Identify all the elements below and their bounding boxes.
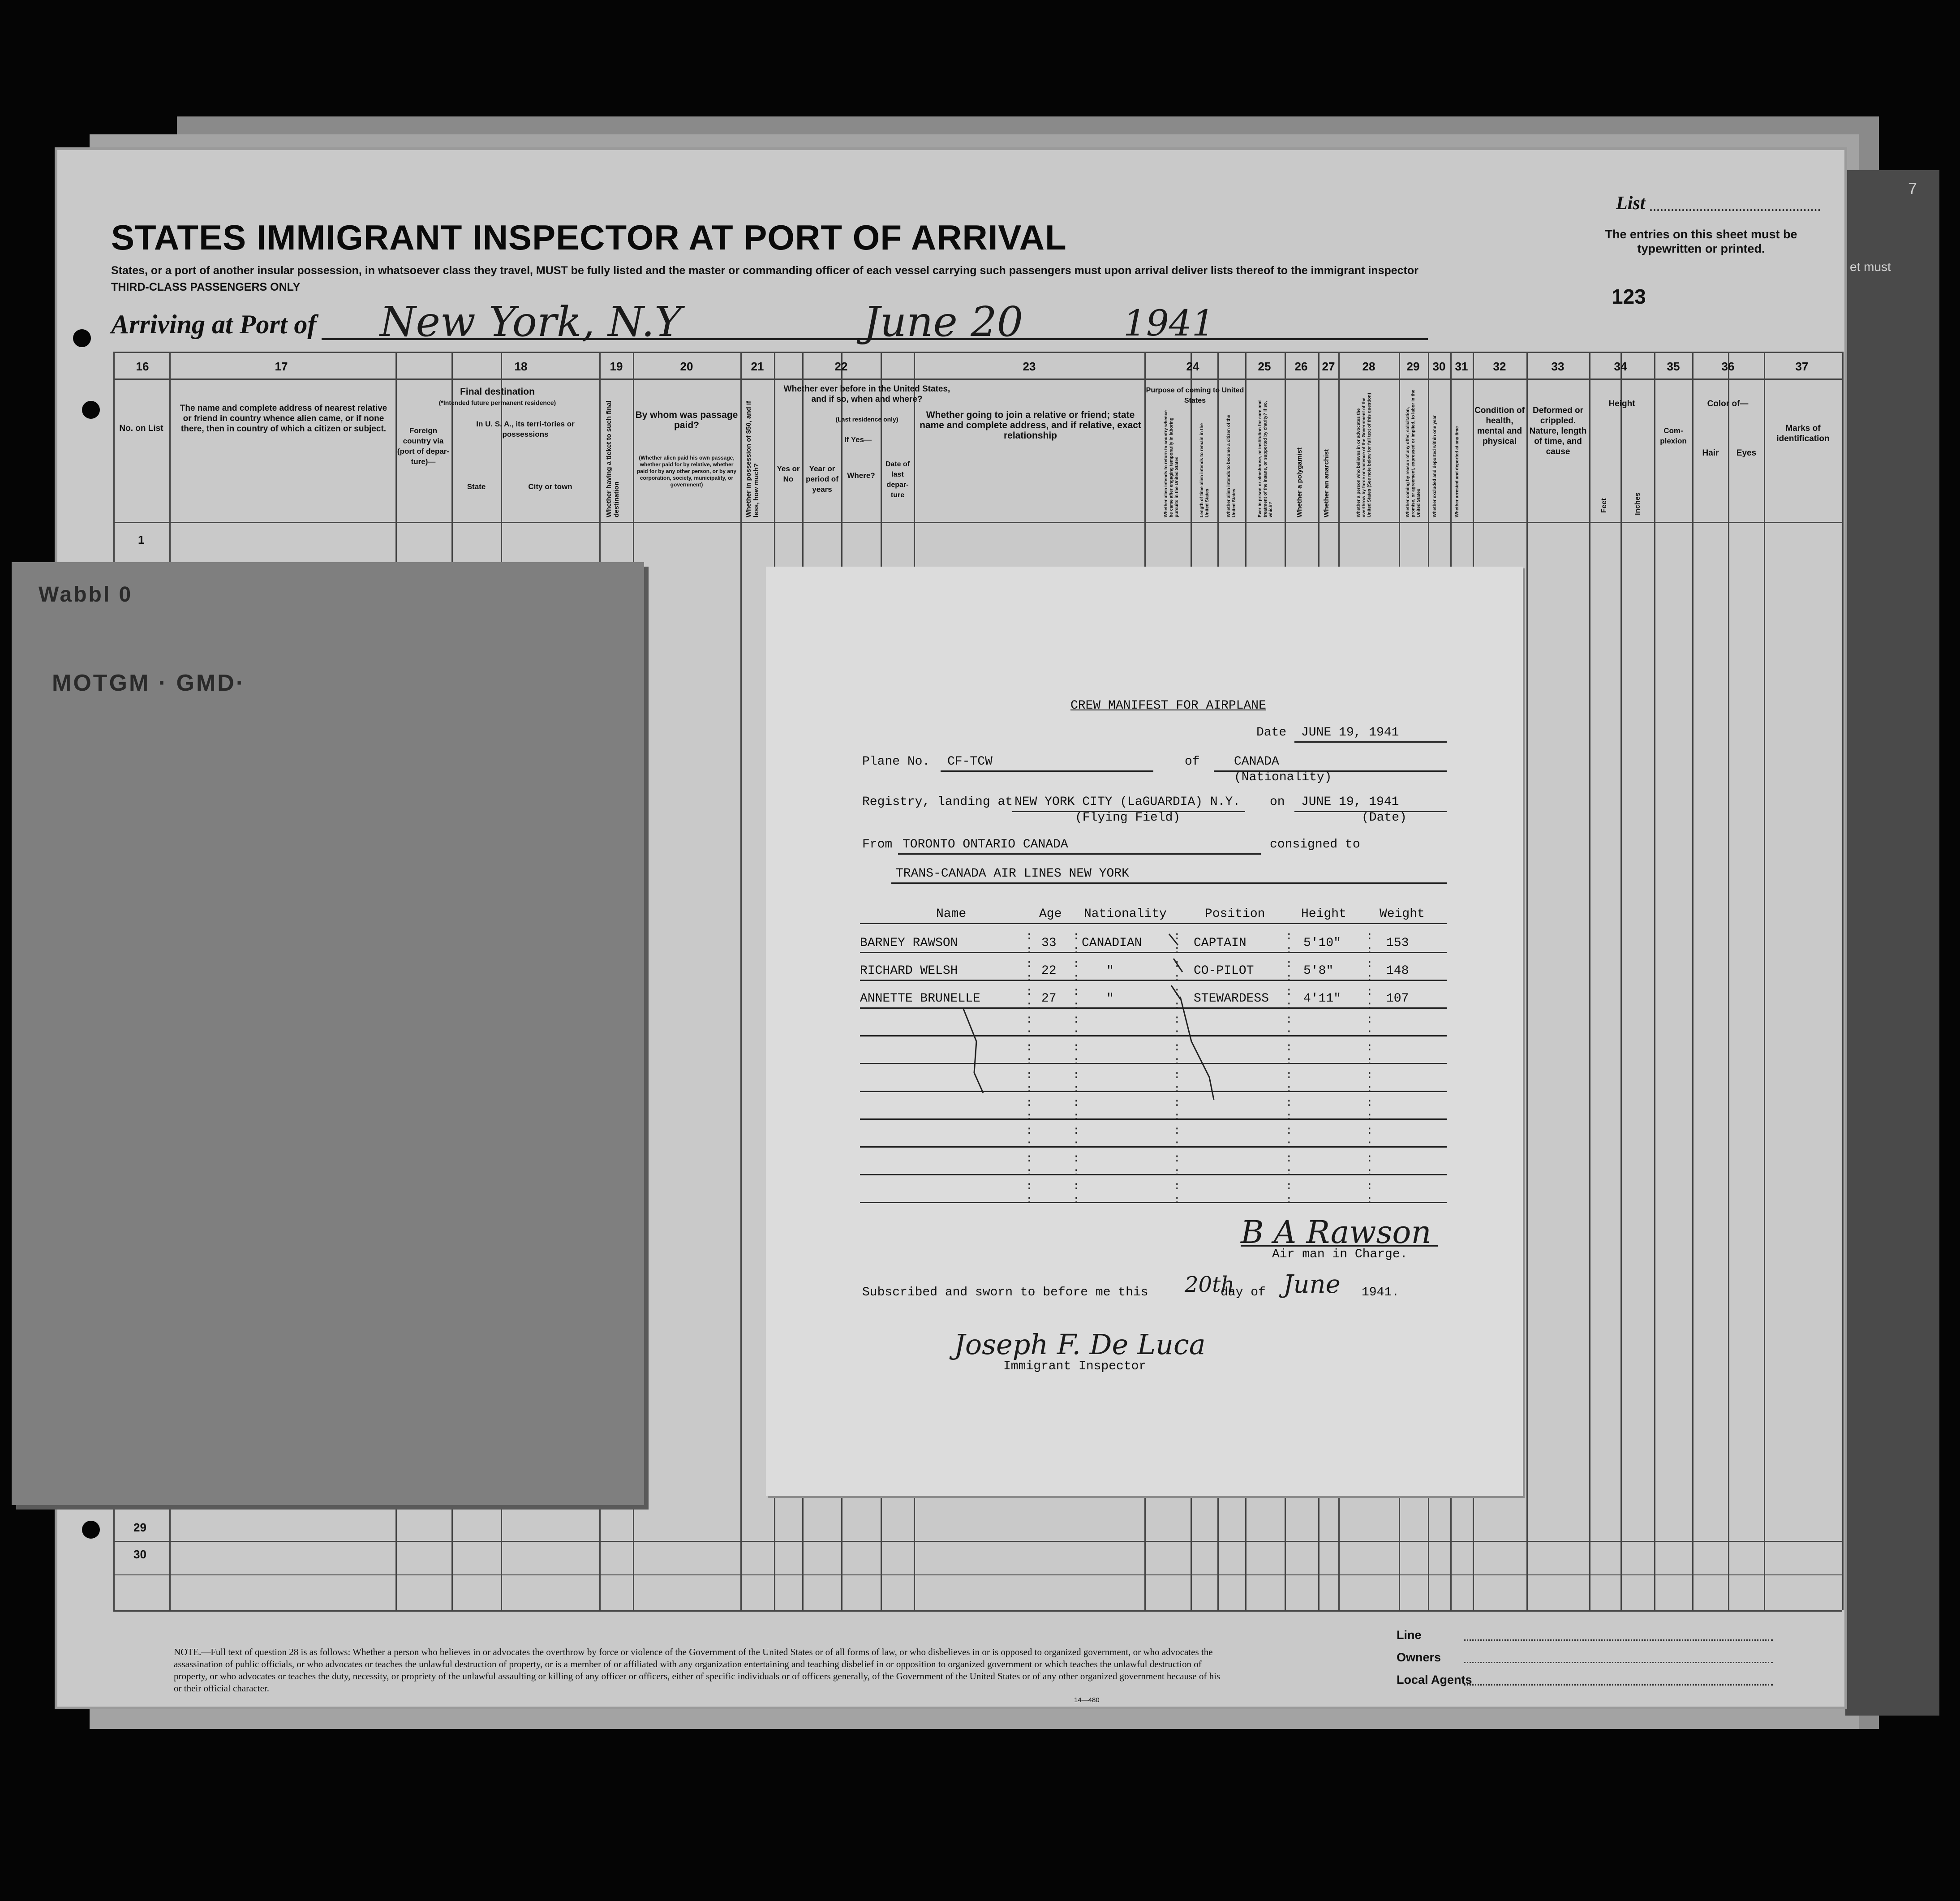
column-separator: : : : : : : : : : : : : : : : : : : : : [1073, 929, 1080, 1207]
binder-hole [82, 1521, 100, 1539]
captain-signature: B A Rawson [1241, 1214, 1431, 1251]
col-height: Height [1301, 907, 1346, 921]
entries-note: The entries on this sheet must be typewritten or printed. [1605, 228, 1797, 255]
sworn-month: June [1283, 1270, 1341, 1299]
header-purpose-3: Whether alien intends to become a citizen of the United States [1226, 415, 1237, 517]
header-anarchist: Whether an anarchist [1323, 449, 1330, 517]
inspector-signature: Joseph F. De Luca [954, 1328, 1206, 1361]
column-number: 32 [1493, 360, 1506, 373]
crew-age: 22 [1041, 964, 1057, 978]
header-complexion: Com-plexion [1660, 426, 1687, 445]
header-polygamist: Whether a polygamist [1296, 447, 1303, 517]
header-by-whom-note: (Whether alien paid his own passage, whether paid for by relative, whether paid for by any other person, or by any corporation, society, municipality, or government) [636, 455, 737, 488]
date-caption: (Date) [1362, 811, 1407, 825]
crew-height: 4'11" [1303, 992, 1341, 1006]
sworn-day: 20th [1185, 1272, 1235, 1297]
col-name: Name [936, 907, 967, 921]
sheet-number: 123 [1612, 285, 1646, 308]
crew-age: 33 [1041, 936, 1057, 950]
arriving-year: 1941 [1123, 302, 1215, 344]
column-number: 25 [1258, 360, 1271, 373]
footer-owners-dots [1464, 1662, 1773, 1663]
signature-underline [1241, 1245, 1438, 1247]
header-possession-50: Whether in possession of $50, and if less, how much? [745, 400, 760, 517]
column-number: 21 [751, 360, 764, 373]
form-subtitle: States, or a port of another insular possession, in whatsoever class they travel, MUST be fully listed and the master or commanding officer of each vessel carrying such passengers must upon arrival deliver lists thereof to the immigrant inspector [111, 264, 1418, 277]
header-in-usa: In U. S. A., its terri-tories or possessions [476, 420, 575, 439]
header-height: Height [1608, 399, 1635, 409]
footer-line-label: Line [1397, 1628, 1422, 1642]
crew-weight: 153 [1386, 936, 1409, 950]
row-line [113, 1574, 1842, 1575]
header-eyes: Eyes [1736, 448, 1757, 458]
column-separator: : : : : : : : : : : : : : : : : : : : : [1366, 929, 1373, 1207]
folder-stamp: MOTGM · GMD· [52, 670, 246, 696]
registry-label: Registry, landing at [862, 795, 1013, 809]
row-line [113, 1541, 1842, 1542]
column-number: 37 [1795, 360, 1809, 373]
grid-line [113, 378, 1842, 380]
binder-hole [73, 329, 91, 347]
column-number: 20 [680, 360, 693, 373]
consigned-label: consigned to [1270, 838, 1360, 852]
header-no-on-list: No. on List [119, 424, 163, 433]
grid-line [113, 1610, 1842, 1612]
adjacent-sheet-edge [1845, 170, 1939, 1716]
crew-name: RICHARD WELSH [860, 964, 958, 978]
column-number: 27 [1322, 360, 1335, 373]
header-by-whom-paid: By whom was passage paid? [635, 410, 738, 430]
list-line [1650, 209, 1820, 211]
crew-weight: 107 [1386, 992, 1409, 1006]
header-ticket: Whether having a ticket to such final destination [605, 400, 620, 517]
list-label: List [1616, 193, 1646, 214]
header-feet: Feet [1600, 498, 1608, 513]
from-value: TORONTO ONTARIO CANADA [903, 838, 1068, 852]
column-number: 30 [1432, 360, 1446, 373]
consignee-value: TRANS-CANADA AIR LINES NEW YORK [896, 867, 1129, 881]
grid-line [740, 352, 742, 1610]
column-number: 24 [1186, 360, 1199, 373]
row-number: 30 [133, 1548, 146, 1561]
column-number: 34 [1614, 360, 1627, 373]
day-of-label: day of [1221, 1286, 1266, 1299]
arriving-port: New York, N.Y [380, 298, 682, 346]
grid-line [1728, 352, 1729, 1610]
header-color-of: Color of— [1707, 399, 1749, 409]
header-purpose-2: Length of time alien intends to remain in the United States [1199, 423, 1210, 517]
column-number: 23 [1023, 360, 1036, 373]
header-last-residence: (Last residence only) [835, 416, 898, 423]
landing-field: NEW YORK CITY (LaGUARDIA) N.Y. [1014, 795, 1241, 809]
column-separator: : : : : : : : : : : : : : : : : : : : : [1026, 929, 1033, 1207]
binder-hole [82, 401, 100, 419]
header-year-or-period: Year or period of years [806, 464, 838, 494]
folder-stamp: Wabbl 0 [39, 583, 133, 606]
crew-weight: 148 [1386, 964, 1409, 978]
header-purpose-1: Whether alien intends to return to country whence he came after engaging temporarily in laboring pursuits in the United States [1164, 410, 1179, 517]
class-note: THIRD-CLASS PASSENGERS ONLY [111, 281, 301, 293]
folder-card [12, 562, 644, 1505]
footer-owners-label: Owners [1397, 1651, 1441, 1664]
crew-nationality: CANADIAN [1082, 936, 1142, 950]
grid-line [1654, 352, 1655, 1610]
crew-position: STEWARDESS [1194, 992, 1269, 1006]
header-join-relative: Whether going to join a relative or friend; state name and complete address, and if relative, exact relationship [920, 410, 1141, 441]
landing-date: JUNE 19, 1941 [1301, 795, 1399, 809]
sworn-text: Subscribed and sworn to before me this [862, 1286, 1148, 1299]
crew-height: 5'10" [1303, 936, 1341, 950]
arriving-date: June 20 [864, 298, 1023, 346]
header-city: City or town [528, 482, 572, 491]
header-foreign-country: Foreign country via (port of depar-ture)— [397, 426, 450, 466]
grid-line [1842, 352, 1844, 1610]
col-nationality: Nationality [1084, 907, 1167, 921]
header-ever-before: Whether ever before in the United States, and if so, when and where? [783, 384, 950, 404]
date-label: Date [1256, 726, 1287, 740]
row-number: 29 [133, 1521, 146, 1534]
column-number: 16 [136, 360, 149, 373]
manifest-date: JUNE 19, 1941 [1301, 726, 1399, 740]
header-q28: Whether a person who believes in or advocates the overthrow by force or violence of the Government of the United States (See note below for full text of this question) [1356, 393, 1372, 517]
crew-name: BARNEY RAWSON [860, 936, 958, 950]
row-number: 1 [138, 533, 145, 546]
plane-label: Plane No. [862, 755, 930, 769]
crew-name: ANNETTE BRUNELLE [860, 992, 980, 1006]
grid-line [113, 522, 1842, 523]
column-number: 26 [1294, 360, 1308, 373]
of-label: of [1185, 755, 1200, 769]
column-separator: : : : : : : : : : : : : : : : : : : : : [1173, 929, 1181, 1207]
nationality-value: CANADA [1234, 755, 1279, 769]
column-separator: : : : : : : : : : : : : : : : : : : : : [1285, 929, 1293, 1207]
header-marks: Marks of identification [1776, 424, 1830, 443]
arriving-label: Arriving at Port of [111, 310, 317, 339]
header-final-destination: Final destination [460, 387, 535, 397]
column-number: 22 [834, 360, 848, 373]
header-if-yes: If Yes— [844, 435, 872, 444]
edge-fragment: 7 [1908, 179, 1917, 198]
header-nearest-relative: The name and complete address of nearest relative or friend in country whence alien came, or if none there, then in country of which a citizen or subject. [180, 404, 387, 434]
flying-field-caption: (Flying Field) [1075, 811, 1181, 825]
form-code: 14—480 [1074, 1696, 1100, 1704]
header-where: Where? [847, 471, 875, 480]
crew-position: CO-PILOT [1194, 964, 1254, 978]
grid-line [113, 352, 1842, 353]
from-label: From [862, 838, 893, 852]
column-number: 33 [1551, 360, 1565, 373]
grid-line [1764, 352, 1765, 1610]
header-q29: Whether coming by reason of any offer, solicitation, promise, or agreement, expressed or implied, to labor in the United States [1406, 389, 1421, 517]
question-28-note: NOTE.—Full text of question 28 is as follows: Whether a person who believes in or advocates the overthrow by force or violence of the Government of the United States or of all forms of law, or who disbelieves in or is opposed to organized government, or who advocates the assassination of public officials, or who advocates or teaches the unlawful destruction of property, or is a member of or affiliated with any organization entertaining and teaching disbelief in or opposition to organized government or which teaches the unlawful destruction of property, or who advocates or teaches the duty, necessity, or propriety of the unlawful assaulting or killing of any officer or officers, either of specific individuals or of officers generally, of the Government of the United States or of any other organized government because of his or their official character. [174, 1647, 1221, 1694]
col-weight: Weight [1380, 907, 1425, 921]
header-condition-health: Condition of health, mental and physical [1474, 406, 1525, 446]
column-number: 17 [275, 360, 288, 373]
column-number: 36 [1721, 360, 1735, 373]
header-q30: Whether excluded and deported within one year [1432, 415, 1437, 517]
crew-age: 27 [1041, 992, 1057, 1006]
col-position: Position [1205, 907, 1265, 921]
header-prison: Ever in prison or almshouse, or institution for care and treatment of the insane, or supported by charity? If so, which? [1258, 400, 1273, 517]
manifest-title: CREW MANIFEST FOR AIRPLANE [1070, 699, 1266, 713]
column-number: 19 [610, 360, 623, 373]
grid-line [1589, 352, 1590, 1610]
grid-line [1526, 352, 1528, 1610]
column-number: 35 [1667, 360, 1680, 373]
column-number: 31 [1455, 360, 1468, 373]
crew-manifest-paper [766, 567, 1523, 1496]
grid-line [1620, 352, 1622, 1610]
on-label: on [1270, 795, 1285, 809]
crew-height: 5'8" [1303, 964, 1334, 978]
column-number: 18 [514, 360, 528, 373]
header-hair: Hair [1702, 448, 1719, 458]
grid-line [1692, 352, 1694, 1610]
header-inches: Inches [1634, 492, 1642, 515]
header-final-destination-note: (*Intended future permanent residence) [438, 399, 556, 406]
nationality-caption: (Nationality) [1234, 770, 1332, 784]
form-title: STATES IMMIGRANT INSPECTOR AT PORT OF ARRIVAL [111, 218, 1067, 257]
plane-number: CF-TCW [947, 755, 993, 769]
footer-agents-dots [1464, 1684, 1773, 1686]
header-date-departure: Date of last depar-ture [885, 460, 910, 499]
header-purpose: Purpose of coming to United States [1146, 387, 1244, 404]
inspector-caption: Immigrant Inspector [1003, 1359, 1147, 1373]
sworn-year: 1941. [1362, 1286, 1400, 1299]
crew-position: CAPTAIN [1194, 936, 1246, 950]
col-age: Age [1039, 907, 1062, 921]
crew-nationality: " [1106, 992, 1114, 1006]
header-q31: Whether arrested and deported at any time [1455, 426, 1460, 517]
header-yes-or-no: Yes or No [777, 464, 800, 483]
header-deformed: Deformed or crippled. Nature, length of time, and cause [1529, 406, 1587, 456]
signature-caption: Air man in Charge. [1272, 1247, 1408, 1261]
edge-fragment: et must [1850, 260, 1891, 274]
footer-line-dots [1464, 1639, 1773, 1641]
header-state: State [467, 482, 486, 491]
crew-nationality: " [1106, 964, 1114, 978]
column-number: 29 [1406, 360, 1420, 373]
footer-agents-label: Local Agents [1397, 1673, 1472, 1686]
column-number: 28 [1362, 360, 1375, 373]
